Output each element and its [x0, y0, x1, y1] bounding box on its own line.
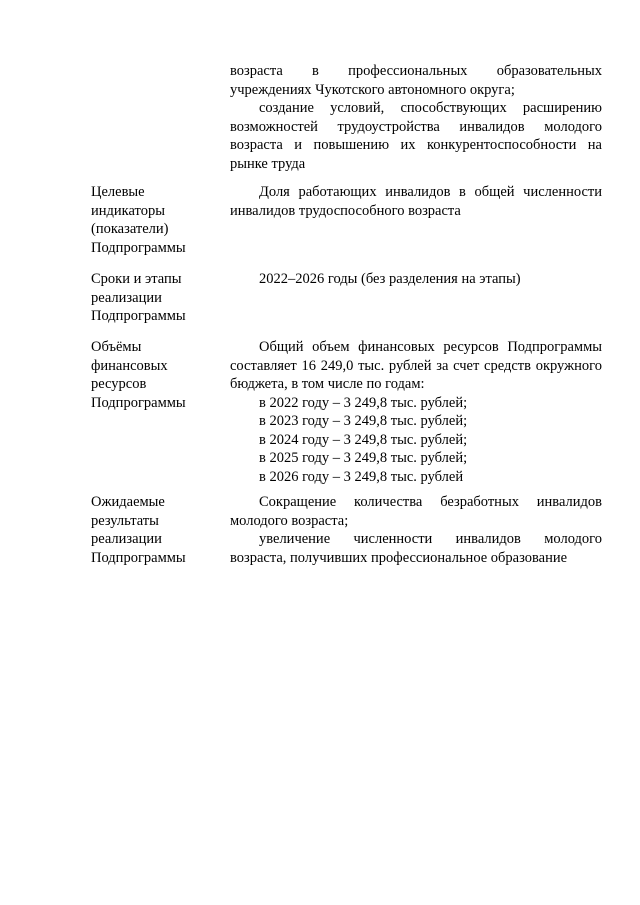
section-content: [230, 183, 602, 220]
paragraph: Общий объем финансовых ресурсов Подпрограммы составляет 16 249,0 тыс. рублей за счет средств окружного бюджета, в том числе по годам:: [230, 339, 602, 392]
label-line: (показатели): [91, 221, 169, 237]
label-line: Объёмы: [91, 339, 142, 355]
label-line: Подпрограммы: [91, 239, 186, 256]
label-line: Сроки и этапы: [91, 271, 182, 287]
section-label: [91, 183, 221, 257]
funding-year-item: в 2025 году – 3 249,8 тыс. рублей;: [259, 450, 468, 466]
section-content: [230, 338, 602, 486]
funding-year-item: в 2024 году – 3 249,8 тыс. рублей;: [259, 431, 468, 448]
section-content: [230, 493, 602, 567]
label-line: Целевые: [91, 184, 145, 200]
paragraph: 2022–2026 годы (без разделения на этапы): [259, 271, 521, 287]
label-line: реализации: [91, 289, 162, 306]
label-line: Подпрограммы: [91, 549, 186, 566]
paragraph: возраста в профессиональных образовательных учреждениях Чукотского автономного округа;: [230, 63, 602, 98]
label-line: индикаторы: [91, 202, 165, 219]
paragraph: создание условий, способствующих расширению возможностей трудоустройства инвалидов молодого возраста и повышению их конкурентоспособности на рынке труда: [230, 100, 602, 172]
funding-year-item: в 2023 году – 3 249,8 тыс. рублей;: [259, 413, 468, 429]
continuation-content: [230, 62, 602, 173]
label-line: реализации: [91, 531, 162, 547]
section-label: [91, 270, 221, 326]
funding-year-item: в 2022 году – 3 249,8 тыс. рублей;: [259, 394, 468, 411]
label-line: Подпрограммы: [91, 394, 186, 411]
section-content: [230, 270, 602, 289]
section-label: [91, 493, 221, 567]
paragraph: Сокращение количества безработных инвалидов молодого возраста;: [230, 494, 602, 529]
label-line: ресурсов: [91, 376, 147, 392]
section-label: [91, 338, 221, 412]
paragraph: Доля работающих инвалидов в общей численности инвалидов трудоспособного возраста: [230, 184, 602, 219]
paragraph: увеличение численности инвалидов молодого возраста, получивших профессиональное образование: [230, 531, 602, 566]
label-line: Подпрограммы: [91, 308, 186, 324]
label-line: финансовых: [91, 357, 168, 374]
label-line: результаты: [91, 512, 159, 529]
funding-year-item: в 2026 году – 3 249,8 тыс. рублей: [259, 468, 464, 485]
label-line: Ожидаемые: [91, 494, 165, 510]
